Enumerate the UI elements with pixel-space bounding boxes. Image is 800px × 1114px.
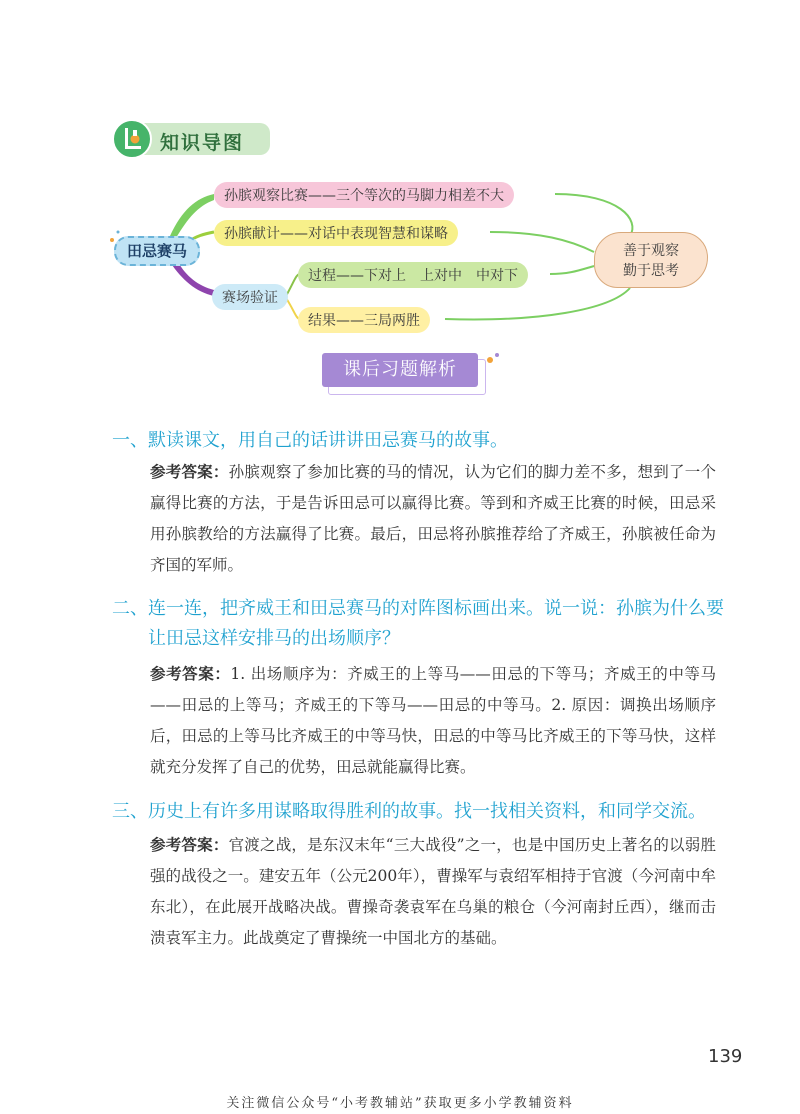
question-2-title <box>112 594 732 654</box>
answer-text: 孙膑观察了参加比赛的马的情况，认为它们的脚力差不多，想到了一个赢得比赛的方法，于是告诉田忌可以赢得比赛。等到和齐威王比赛的时候，田忌采用孙膑教给的方法赢得了比赛。最后，田忌将孙膑推荐给了齐威王，孙膑被任命为齐国的军师。 <box>150 463 716 574</box>
sparkle-icon <box>482 350 502 370</box>
mind-map-branch-strategy: 孙膑献计——对话中表现智慧和谋略 <box>214 220 458 246</box>
page-number: 139 <box>708 1046 743 1067</box>
footer-note: 关注微信公众号“小考教辅站”获取更多小学教辅资料 <box>226 1096 574 1111</box>
answer-label: 参考答案： <box>150 665 231 683</box>
mind-map-branch-verify: 赛场验证 <box>212 284 288 310</box>
question-3-answer <box>150 830 716 954</box>
answer-label: 参考答案： <box>150 836 229 854</box>
question-2-answer <box>150 659 716 783</box>
flask-icon <box>112 119 152 159</box>
answer-text: 官渡之战，是东汉末年“三大战役”之一，也是中国历史上著名的以弱胜强的战役之一。建安五年（公元200年），曹操军与袁绍军相持于官渡（今河南中牟东北），在此展开战略决战。曹操奇袭袁军在乌巢的粮仓（今河南封丘西），继而击溃袁军主力。此战奠定了曹操统一中国北方的基础。 <box>150 836 716 947</box>
mind-map-root: 田忌赛马 <box>114 236 200 266</box>
mind-map <box>100 170 720 340</box>
section-title: 课后习题解析 <box>322 353 478 387</box>
summary-line-1: 善于观察 <box>623 243 679 259</box>
answer-label: 参考答案： <box>150 463 229 481</box>
question-3-title: 三、历史上有许多用谋略取得胜利的故事。找一找相关资料，和同学交流。 <box>112 801 706 822</box>
mind-map-sub-result: 结果——三局两胜 <box>298 307 430 333</box>
question-2-title-line2: 让田忌这样安排马的出场顺序？ <box>148 628 400 649</box>
knowledge-map-title: 知识导图 <box>160 132 245 154</box>
mind-map-summary-cloud <box>594 232 708 288</box>
answer-text: 1. 出场顺序为：齐威王的上等马——田忌的下等马；齐威王的中等马——田忌的上等马；齐威王的下等马——田忌的中等马。2. 原因：调换出场顺序后，田忌的上等马比齐威王的中等马快，田忌的中等马比齐威王的下等马快，这样就充分发挥了自己的优势，田忌就能赢得比赛。 <box>150 665 716 776</box>
summary-line-2: 勤于思考 <box>623 263 679 279</box>
question-1-answer <box>150 457 716 581</box>
mind-map-branch-observe: 孙膑观察比赛——三个等次的马脚力相差不大 <box>214 182 514 208</box>
mind-map-sub-process: 过程——下对上 上对中 中对下 <box>298 262 528 288</box>
knowledge-map-header <box>112 119 270 159</box>
question-1-title: 一、默读课文，用自己的话讲讲田忌赛马的故事。 <box>112 430 508 451</box>
question-2-title-line1: 二、连一连，把齐威王和田忌赛马的对阵图标画出来。说一说：孙膑为什么要 <box>112 598 724 619</box>
